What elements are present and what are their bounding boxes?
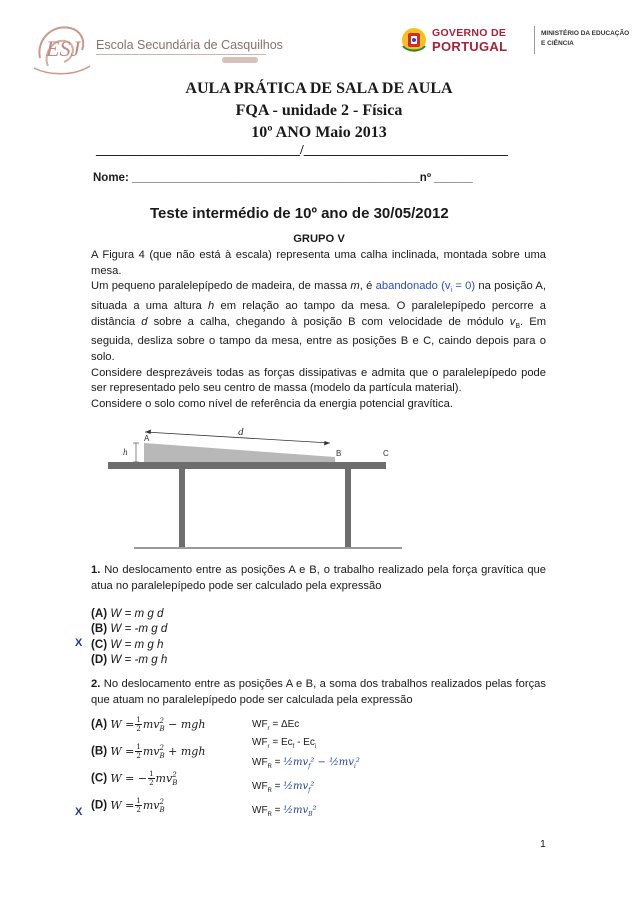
- q2-option-b[interactable]: (B) W = $\frac{1}{2}$ mv 2 B + mgh: [91, 743, 206, 760]
- paragraph-1: A Figura 4 (que não está à escala) representa uma calha inclinada, montada sobre uma mesa.: [91, 249, 546, 277]
- intro-text: [91, 248, 546, 412]
- q1-option-d[interactable]: (D) W = -m g h: [91, 653, 168, 667]
- header-divider: [534, 26, 535, 54]
- question-1-text: No deslocamento entre as posições A e B, o trabalho realizado pela força gravítica que atua no paralelepípedo pode ser calculado pela expressão: [91, 564, 546, 592]
- government-line2: PORTUGAL: [432, 39, 508, 54]
- svg-text:ESJ: ESJ: [46, 36, 81, 61]
- blank-line: ______________________________/______________________________: [96, 142, 508, 157]
- q2-options: [91, 716, 205, 820]
- label-d: d: [238, 426, 244, 438]
- question-2: [91, 677, 546, 708]
- test-title: Teste intermédio de 10º ano de 30/05/2012: [150, 205, 449, 222]
- school-name-underline: [96, 54, 266, 55]
- paragraph-3: Considere desprezáveis todas as forças dissipativas e admita que o paralelepípedo pode ser representado pelo seu centro de massa (modelo da partícula material).: [91, 366, 546, 395]
- table-top: [108, 462, 386, 469]
- q1-option-c[interactable]: (C) W = m g h: [91, 637, 164, 651]
- title-line1: AULA PRÁTICA DE SALA DE AULA: [185, 80, 453, 97]
- government-line1: GOVERNO DE: [432, 27, 507, 39]
- q2-notes: [252, 718, 360, 822]
- inclined-track-figure: [100, 410, 410, 555]
- group-heading: GRUPO V: [293, 233, 345, 245]
- name-input[interactable]: _____________________________________________: [131, 172, 420, 184]
- paragraph-2: Um pequeno paralelepípedo de madeira, de massa m, é abandonado $(v_i = 0)$ na posição A, situada a uma altura h em relação ao tampo da mesa. O paralelepípedo percorre a distância d sobre a calha, chegando à posição B com velocidade de módulo $v_B$. Em seguida, desliza sobre o tampo da mesa, entre as posições B e C, caindo depois para o solo.: [91, 280, 547, 364]
- q2-option-a[interactable]: (A) W = $\frac{1}{2}$ mv 2 B − mgh: [91, 716, 206, 733]
- inclined-track: [144, 443, 335, 462]
- table-leg-left: [179, 469, 185, 547]
- ministry-line1: MINISTÉRIO DA EDUCAÇÃO: [541, 30, 630, 37]
- school-tag: [222, 57, 258, 63]
- figure-4: [100, 410, 410, 555]
- note-4: $WF_R$ = $\frac{1}{2}mv_f^2$: [252, 781, 315, 794]
- school-emblem-icon: [30, 18, 94, 78]
- q1-option-b[interactable]: (B) W = -m g d: [91, 622, 168, 636]
- question-1: [91, 563, 546, 594]
- q2-option-c[interactable]: (C) W = − $\frac{1}{2}$ mv 2 B: [91, 770, 178, 787]
- q1-option-a[interactable]: (A) W = m g d: [91, 607, 164, 620]
- name-row: [93, 172, 473, 184]
- title-line3: 10º ANO Maio 2013: [251, 124, 387, 141]
- ministry-line2: E CIÊNCIA: [541, 40, 574, 47]
- question-2-text: No deslocamento entre as posições A e B, a soma dos trabalhos realizados pelas forças que atuam no paralelepípedo pode ser calculada pela expressão: [91, 678, 546, 706]
- school-logo: [30, 18, 94, 78]
- label-c: C: [383, 449, 389, 458]
- paragraph-4: Considere o solo como nível de referência da energia potencial gravítica.: [91, 397, 453, 410]
- table-leg-right: [345, 469, 351, 547]
- number-input[interactable]: ______: [434, 172, 473, 184]
- label-h: h: [123, 447, 128, 457]
- note-3: $WF_R$ = $\frac{1}{2}mv_f^2$ − $\frac{1}{2}mv_i^2$: [252, 757, 360, 770]
- q1-options: [91, 606, 167, 668]
- label-b: B: [336, 449, 342, 458]
- note-1: $WF_r = \Delta Ec$: [252, 719, 300, 732]
- note-5: $WF_R$ = $\frac{1}{2}mv_B^2$: [252, 805, 317, 818]
- q2-option-d[interactable]: (D) W = $\frac{1}{2}$ mv 2 B: [91, 797, 165, 814]
- number-label: nº: [419, 172, 432, 184]
- school-name: Escola Secundária de Casquilhos: [96, 38, 283, 52]
- page-number: 1: [540, 838, 546, 850]
- q2-answer-mark: X: [75, 806, 83, 818]
- question-2-number: 2.: [91, 678, 101, 690]
- note-2: $WF_r = Ec_f - Ec_i$: [252, 737, 317, 750]
- q1-answer-mark: X: [75, 637, 83, 649]
- portugal-coat-of-arms: [400, 26, 428, 54]
- title-line2: FQA - unidade 2 - Física: [235, 102, 403, 119]
- label-a: A: [144, 434, 150, 443]
- coat-of-arms-icon: [400, 26, 428, 54]
- name-label: Nome:: [93, 172, 129, 184]
- question-1-number: 1.: [91, 564, 101, 576]
